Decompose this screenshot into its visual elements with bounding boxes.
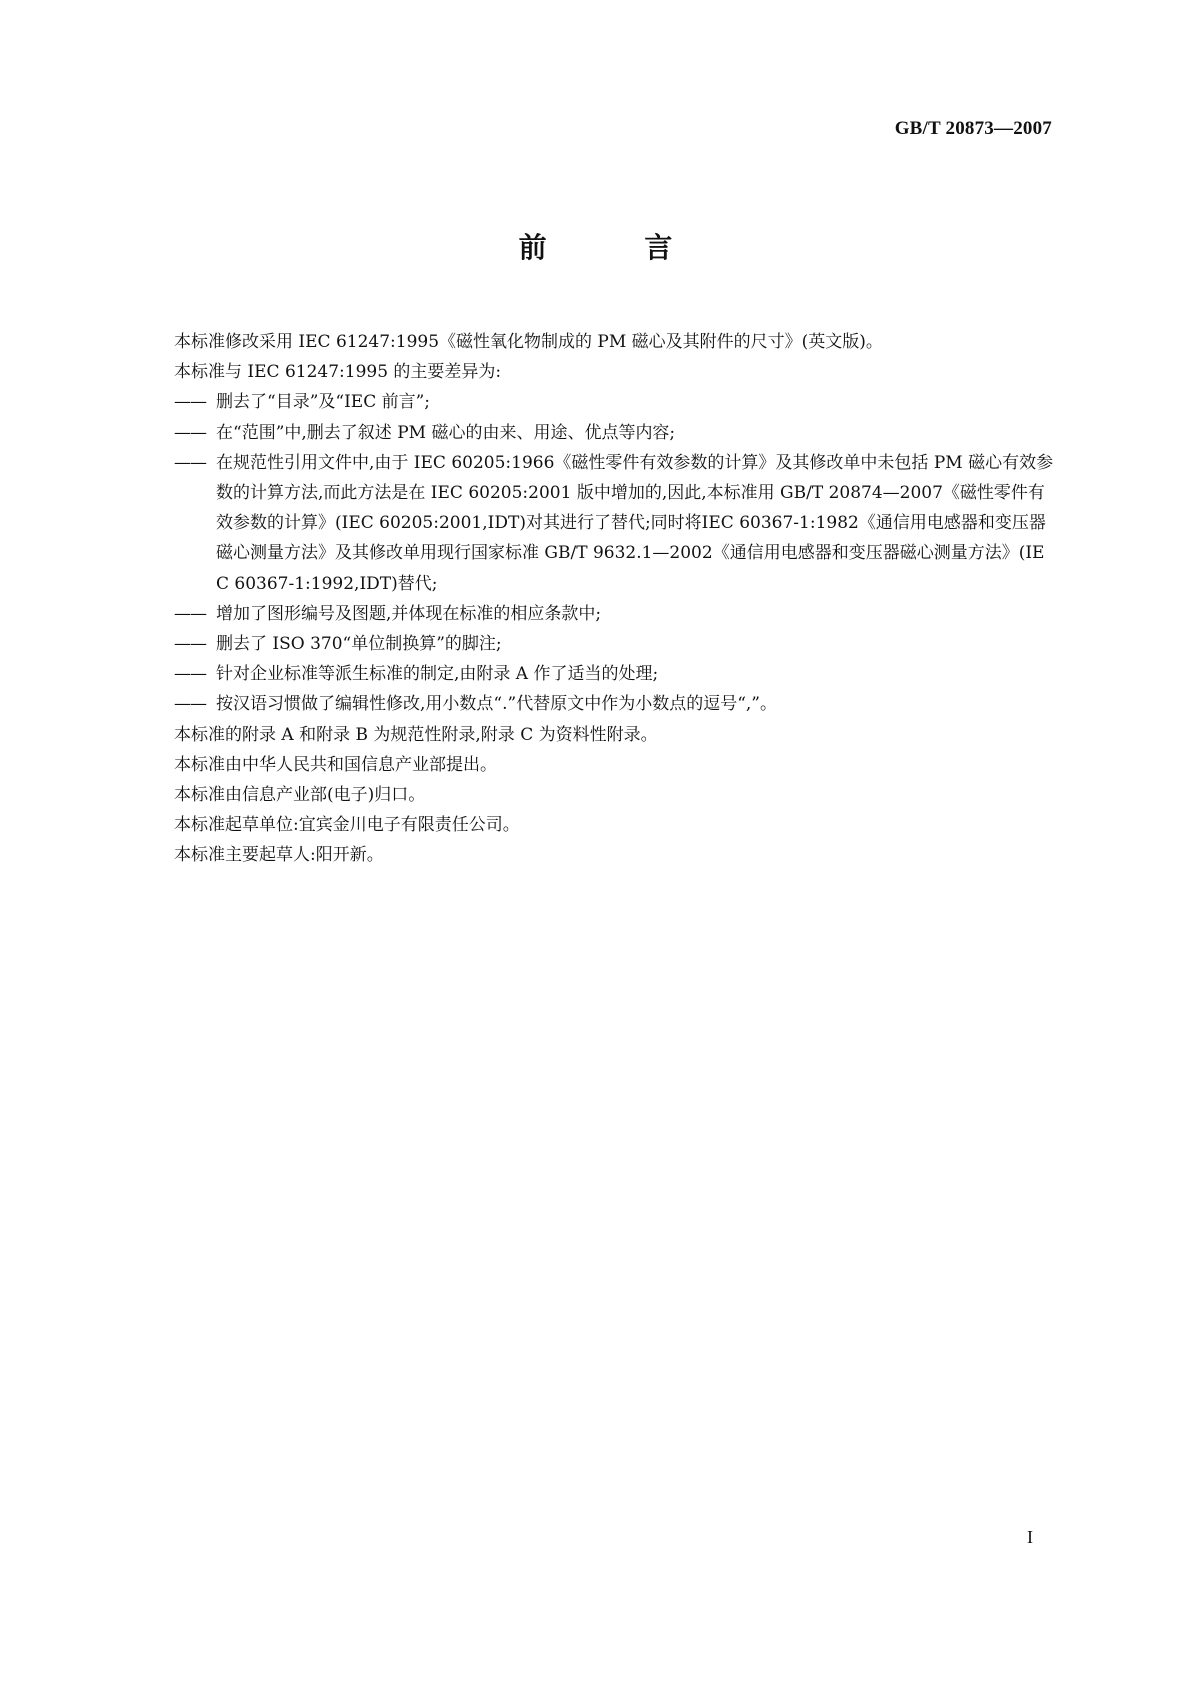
page-number: I <box>1027 1527 1033 1547</box>
list-item-text: 在“范围”中,删去了叙述 PM 磁心的由来、用途、优点等内容; <box>216 422 676 443</box>
list-item-text: 在规范性引用文件中,由于 IEC 60205:1966《磁性零件有效参数的计算》及其修改单中未包括 PM 磁心有效参数的计算方法,而此方法是在 IEC 60205:2001 版中增加的,因此,本标准用 GB/T 20874—2007《磁性零件有效参数的计算》(IEC 60205:2001,IDT)对其进行了替代;同时将IEC 60367-1:1982《通信用电感器和变压器磁心测量方法》及其修改单用现行国家标准 GB/T 9632.1—2002《通信用电感器和变压器磁心测量方法》(IEC 60367-1:1992,IDT)替代; <box>216 452 1054 594</box>
list-item <box>174 418 1054 448</box>
list-item-text: 针对企业标准等派生标准的制定,由附录 A 作了适当的处理; <box>216 664 659 685</box>
paragraph: 本标准主要起草人:阳开新。 <box>174 845 384 866</box>
paragraph: 本标准与 IEC 61247:1995 的主要差异为: <box>174 362 502 383</box>
list-item <box>174 629 1054 659</box>
page-title: 前 言 <box>518 231 717 264</box>
paragraph: 本标准起草单位:宜宾金川电子有限责任公司。 <box>174 815 520 836</box>
list-item-text: 删去了“目录”及“IEC 前言”; <box>216 392 431 413</box>
standard-number: GB/T 20873—2007 <box>894 118 1052 139</box>
paragraph: 本标准由信息产业部(电子)归口。 <box>174 785 426 806</box>
dash-marker: —— <box>174 422 206 443</box>
list-item <box>174 599 1054 629</box>
list-item <box>174 387 1054 417</box>
paragraph: 本标准由中华人民共和国信息产业部提出。 <box>174 754 497 775</box>
list-item <box>174 689 1054 719</box>
dash-marker: —— <box>174 452 206 473</box>
list-item <box>174 659 1054 689</box>
paragraph: 本标准的附录 A 和附录 B 为规范性附录,附录 C 为资料性附录。 <box>174 724 658 745</box>
dash-marker: —— <box>174 392 206 413</box>
dash-marker: —— <box>174 634 206 655</box>
dash-marker: —— <box>174 603 206 624</box>
dash-marker: —— <box>174 664 206 685</box>
list-item-text: 按汉语习惯做了编辑性修改,用小数点“.”代替原文中作为小数点的逗号“,”。 <box>216 694 777 715</box>
list-item-text: 增加了图形编号及图题,并体现在标准的相应条款中; <box>216 603 602 624</box>
document-body <box>174 327 1054 871</box>
dash-marker: —— <box>174 694 206 715</box>
list-item <box>174 448 1054 599</box>
paragraph: 本标准修改采用 IEC 61247:1995《磁性氧化物制成的 PM 磁心及其附件的尺寸》(英文版)。 <box>174 332 883 352</box>
list-item-text: 删去了 ISO 370“单位制换算”的脚注; <box>216 634 502 655</box>
